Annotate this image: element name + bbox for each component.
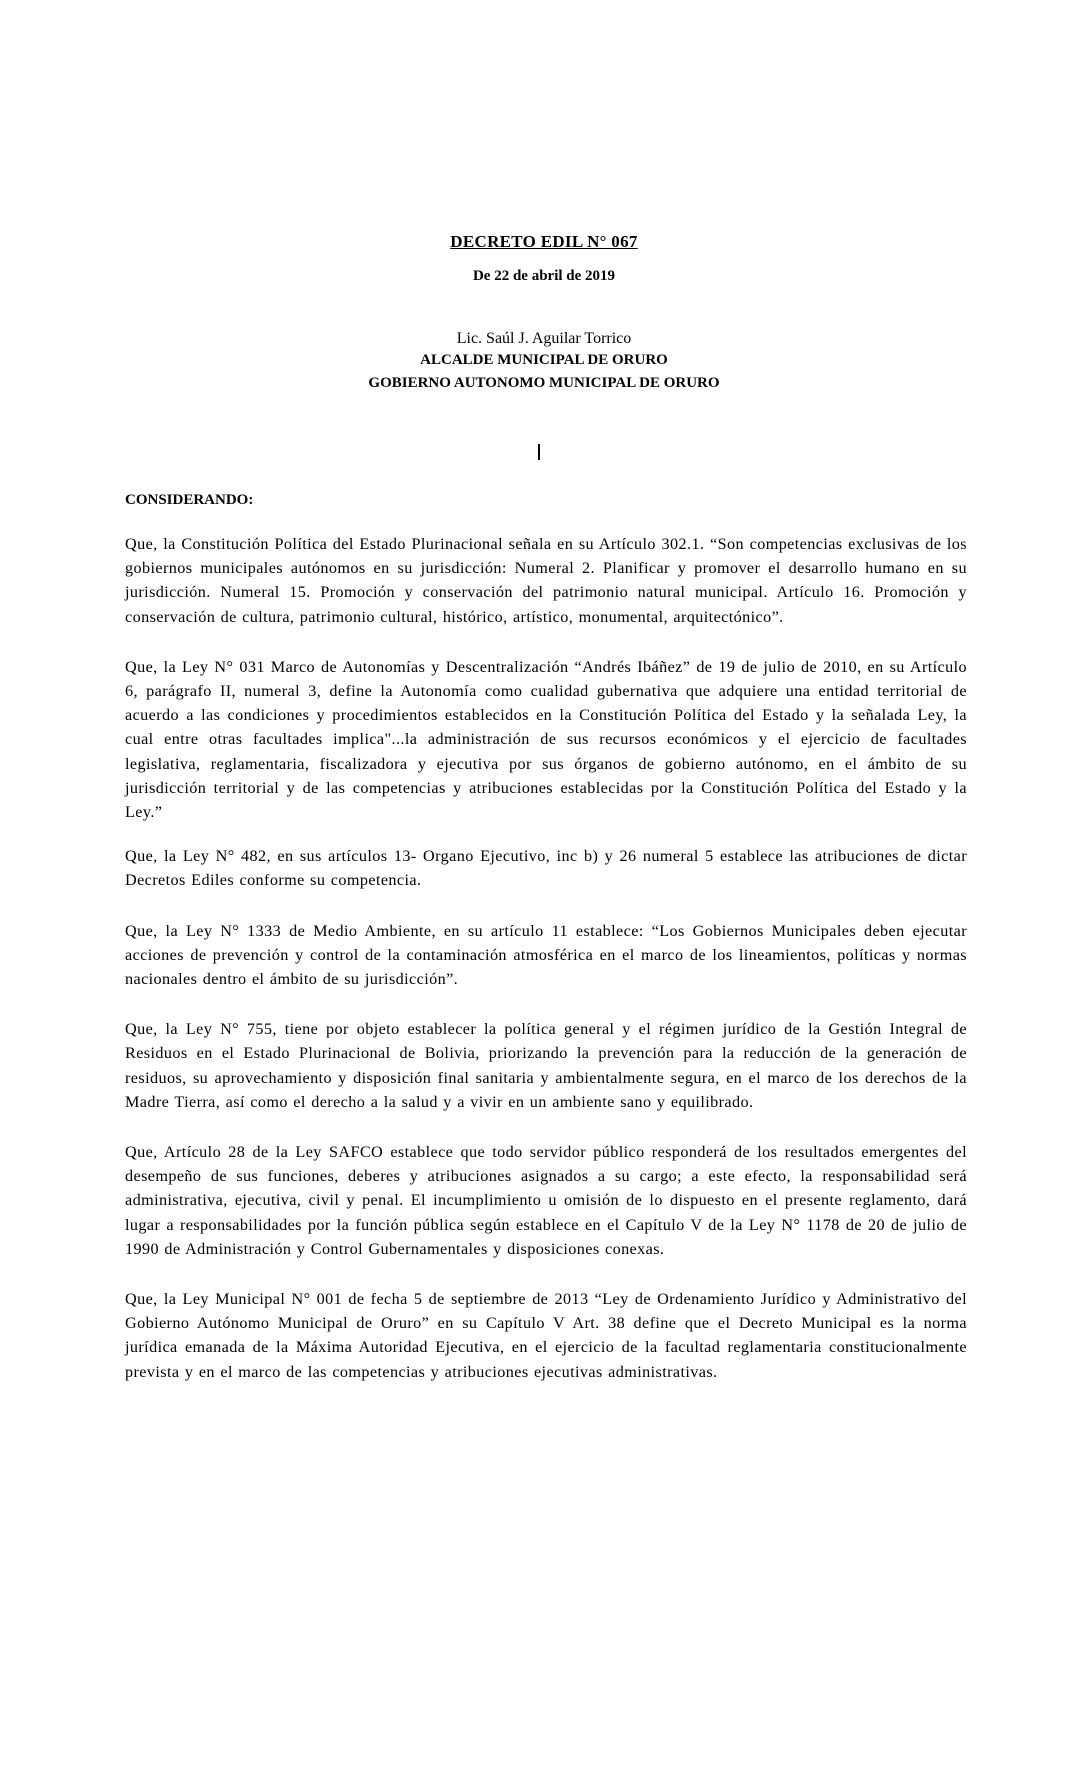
section-heading-considerando: CONSIDERANDO: [125, 492, 254, 508]
paragraph-constitucion: Que, la Constitución Política del Estado Plurinacional señala en su Artículo 302.1. “Son competencias exclusivas de los gobiernos municipales autónomos en su jurisdicción: Numeral 2. Planificar y promover el desarrollo humano en su jurisdicción. Numeral 15. Promoción y conservación del patrimonio natural municipal. Artículo 16. Promoción y conservación de cultura, patrimonio cultural, histórico, artístico, monumental, arquitectónico”. [125, 535, 967, 626]
paragraph-ley-safco: Que, Artículo 28 de la Ley SAFCO establece que todo servidor público responderá de los resultados emergentes del desempeño de sus funciones, deberes y atribuciones asignados a su cargo; a este efecto, la responsabilidad será administrativa, ejecutiva, civil y penal. El incumplimiento u omisión de lo dispuesto en el presente reglamento, dará lugar a responsabilidades por la función pública según establece en el Capítulo V de la Ley N° 1178 de 20 de julio de 1990 de Administración y Control Gubernamentales y disposiciones conexas. [125, 1143, 967, 1258]
paragraph-ley-482: Que, la Ley N° 482, en sus artículos 13- Organo Ejecutivo, inc b) y 26 numeral 5 establece las atribuciones de dictar Decretos Ediles conforme su competencia. [125, 847, 967, 890]
issuer-name: Lic. Saúl J. Aguilar Torrico [456, 330, 632, 347]
text-cursor-mark [538, 444, 540, 460]
paragraph-ley-031: Que, la Ley N° 031 Marco de Autonomías y Descentralización “Andrés Ibáñez” de 19 de julio de 2010, en su Artículo 6, parágrafo II, numeral 3, define la Autonomía como cualidad gubernativa que adquiere una entidad territorial de acuerdo a las condiciones y procedimientos establecidos en la Constitución Política del Estado y la señalada Ley, la cual entre otras facultades implica"...la administración de sus recursos económicos y el ejercicio de facultades legislativa, reglamentaria, fiscalizadora y ejecutiva por sus órganos de gobierno autónomo, en el ámbito de su jurisdicción territorial y de las competencias y atribuciones establecidas por la Constitución Política del Estado y la Ley.” [125, 657, 967, 822]
considerando-body [125, 532, 967, 1410]
issuer-position: ALCALDE MUNICIPAL DE ORURO [420, 352, 668, 368]
decree-title: DECRETO EDIL N° 067 [450, 232, 638, 251]
paragraph-ley-1333: Que, la Ley N° 1333 de Medio Ambiente, en su artículo 11 establece: “Los Gobiernos Municipales deben ejecutar acciones de prevención y control de la contaminación atmosférica en el marco de los lineamientos, políticas y normas nacionales dentro el ámbito de su jurisdicción”. [125, 921, 967, 989]
paragraph-ley-municipal-001: Que, la Ley Municipal N° 001 de fecha 5 de septiembre de 2013 “Ley de Ordenamiento Jurídico y Administrativo del Gobierno Autónomo Municipal de Oruro” en su Capítulo V Art. 38 define que el Decreto Municipal es la norma jurídica emanada de la Máxima Autoridad Ejecutiva, en el ejercicio de la facultad reglamentaria constitucionalmente prevista y en el marco de las competencias y atribuciones ejecutivas administrativas. [125, 1290, 967, 1381]
decree-date: De 22 de abril de 2019 [472, 268, 616, 284]
issuer-institution: GOBIERNO AUTONOMO MUNICIPAL DE ORURO [368, 375, 720, 391]
paragraph-ley-755: Que, la Ley N° 755, tiene por objeto establecer la política general y el régimen jurídico de la Gestión Integral de Residuos en el Estado Plurinacional de Bolivia, priorizando la prevención para la reducción de la generación de residuos, su aprovechamiento y disposición final sanitaria y ambientalmente segura, en el marco de los derechos de la Madre Tierra, así como el derecho a la salud y a vivir en un ambiente sano y equilibrado. [125, 1020, 967, 1111]
